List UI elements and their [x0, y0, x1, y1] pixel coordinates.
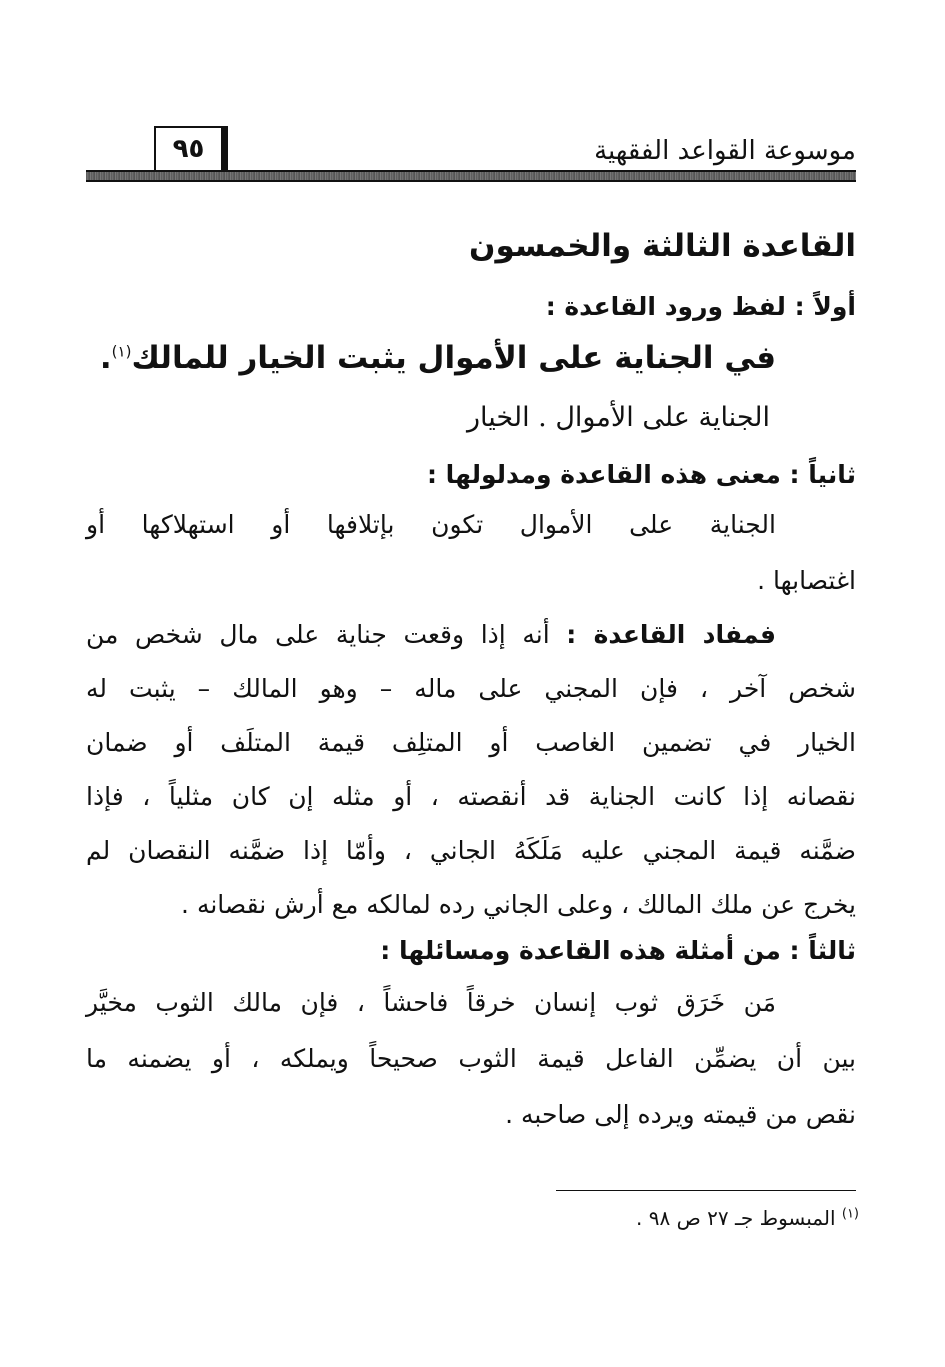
rule-title: القاعدة الثالثة والخمسون — [469, 228, 856, 264]
para2-line1 — [86, 620, 856, 649]
page-number: ٩٥ — [154, 126, 228, 172]
section2-heading: ثانياً : معنى هذه القاعدة ومدلولها : — [426, 460, 856, 489]
example-line3: نقص من قيمته ويرده إلى صاحبه . — [505, 1100, 856, 1129]
page-header — [86, 120, 856, 184]
footnote-text: المبسوط جـ ٢٧ ص ٩٨ . — [636, 1206, 836, 1230]
para1-line2: اغتصابها . — [757, 566, 856, 595]
footnote-rule — [556, 1190, 856, 1191]
header-rule — [86, 170, 856, 182]
rule-footnote-marker: (١) — [111, 342, 132, 361]
example-line1: مَن خَرَق ثوب إنسان خرقاً فاحشاً ، فإن مالك الثوب مخيَّر — [86, 988, 776, 1017]
rule-statement-end: . — [99, 340, 112, 376]
para2-label: فمفاد القاعدة : — [566, 620, 776, 649]
para2-line3: الخيار في تضمين الغاصب أو المتلِف قيمة المتلَف أو ضمان — [86, 728, 856, 757]
para2-line5: ضمَّنه قيمة المجني عليه مَلَكَهُ الجاني ، وأمّا إذا ضمَّنه النقصان لم — [86, 836, 856, 865]
example-line2: بين أن يضمِّن الفاعل قيمة الثوب صحيحاً ويملكه ، أو يضمنه ما — [86, 1044, 856, 1073]
rule-statement — [86, 340, 776, 376]
rule-statement-text: في الجناية على الأموال يثبت الخيار للمالك — [131, 340, 776, 376]
para2-line6: يخرج عن ملك المالك ، وعلى الجاني رده لمالكه مع أرش نقصانه . — [181, 890, 856, 919]
para1-line1: الجناية على الأموال تكون بإتلافها أو استهلاكها أو — [86, 510, 776, 539]
para2-line4: نقصانه إذا كانت الجناية قد أنقصته ، أو مثله إن كان مثلياً ، فإذا — [86, 782, 856, 811]
footnote — [636, 1206, 859, 1230]
para2-line1-text: أنه إذا وقعت جناية على مال شخص من — [86, 620, 550, 649]
section3-heading: ثالثاً : من أمثلة هذه القاعدة ومسائلها : — [380, 936, 856, 965]
section1-heading: أولاً : لفظ ورود القاعدة : — [545, 292, 856, 321]
running-title: موسوعة القواعد الفقهية — [594, 136, 856, 166]
para2-line2: شخص آخر ، فإن المجني على ماله – وهو المالك – يثبت له — [86, 674, 856, 703]
rule-keywords: الجناية على الأموال . الخيار — [467, 402, 770, 433]
footnote-marker: (١) — [841, 1206, 859, 1222]
